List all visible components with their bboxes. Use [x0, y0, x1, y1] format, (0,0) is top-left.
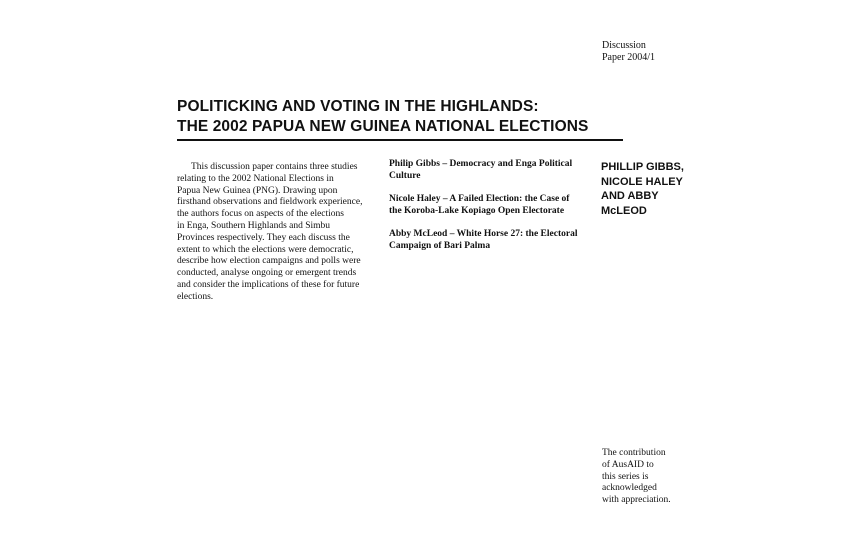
abstract-line: Papua New Guinea (PNG). Drawing upon: [177, 185, 338, 196]
contents-entry: [389, 194, 594, 218]
title-underline-divider: [177, 139, 623, 141]
contents-entry-line: Philip Gibbs – Democracy and Enga Political: [389, 159, 573, 169]
abstract-line: firsthand observations and fieldwork experience,: [177, 197, 363, 208]
series-number: Paper 2004/1: [602, 52, 656, 63]
series-line: Discussion: [602, 40, 646, 51]
acknowledgement-line: with appreciation.: [602, 495, 671, 506]
series-label: [602, 40, 655, 64]
title-line-1: POLITICKING AND VOTING IN THE HIGHLANDS:: [177, 98, 539, 115]
contents-entry-line: Campaign of Bari Palma: [389, 240, 491, 251]
contents-entry-line: Nicole Haley – A Failed Election: the Case of: [389, 194, 570, 205]
author-line: AND ABBY: [601, 190, 659, 202]
abstract-line: and consider the implications of these for future: [177, 279, 360, 290]
contents-entry-line: the Koroba-Lake Kopiago Open Electorate: [389, 205, 565, 216]
page-title: [177, 97, 637, 137]
contents-list: [389, 159, 594, 264]
author-line: PHILLIP GIBBS,: [601, 161, 684, 173]
contents-entry-line: Culture: [389, 170, 421, 181]
abstract-line: in Enga, Southern Highlands and Simbu: [177, 220, 331, 231]
abstract-line: the authors focus on aspects of the elections: [177, 209, 344, 220]
author-line: NICOLE HALEY: [601, 175, 683, 188]
abstract-line: elections.: [177, 291, 214, 302]
title-line-2: THE 2002 PAPUA NEW GUINEA NATIONAL ELECTIONS: [177, 118, 589, 135]
author-line: McLEOD: [601, 204, 647, 217]
abstract-line: describe how election campaigns and polls were: [177, 256, 361, 267]
contents-entry-line: Abby McLeod – White Horse 27: the Electoral: [389, 229, 578, 240]
contents-entry: [389, 159, 594, 183]
abstract-line: relating to the 2002 National Elections in: [177, 173, 334, 184]
contents-entry: [389, 229, 594, 253]
abstract-line: conducted, analyse ongoing or emergent trends: [177, 268, 357, 279]
acknowledgement-line: The contribution: [602, 448, 666, 458]
abstract-paragraph: [177, 162, 377, 304]
acknowledgement-line: of AusAID to: [602, 459, 654, 470]
author-names: [601, 160, 711, 218]
abstract-line: extent to which the elections were democratic,: [177, 244, 354, 255]
abstract-line: Provinces respectively. They each discuss the: [177, 232, 350, 243]
acknowledgement-line: this series is: [602, 471, 649, 482]
abstract-line: This discussion paper contains three studies: [191, 162, 358, 172]
acknowledgement-note: [602, 448, 712, 507]
acknowledgement-line: acknowledged: [602, 483, 657, 494]
